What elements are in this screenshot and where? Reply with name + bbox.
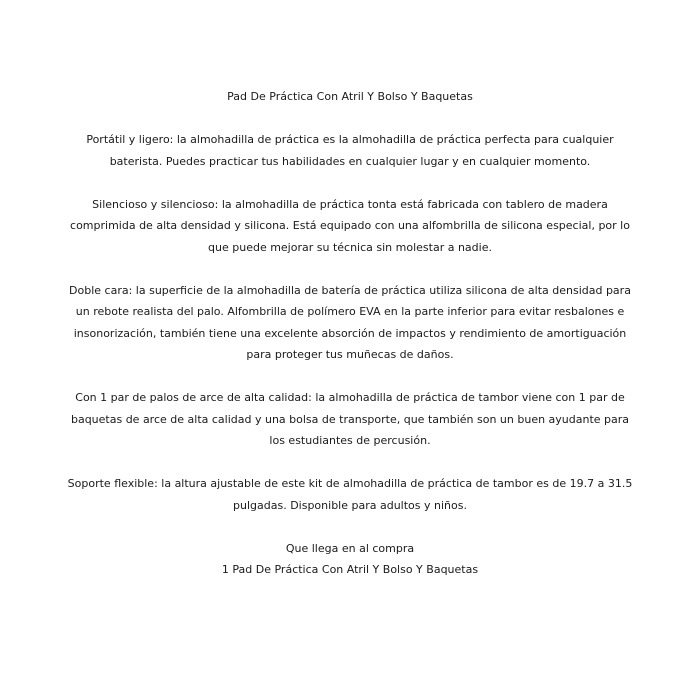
package-contents-heading-text: Que llega en al compra	[285, 541, 415, 555]
paragraph-line: Silencioso y silencioso: la almohadilla de práctica tonta está fabricada con tablero de madera	[92, 197, 608, 211]
product-description	[0, 86, 700, 581]
paragraph-line: un rebote realista del palo. Alfombrilla de polímero EVA en la parte inferior para evitar resbalones e	[75, 305, 625, 318]
paragraph-line: baterista. Puedes practicar tus habilidades en cualquier lugar y en cualquier momento.	[109, 154, 591, 168]
paragraph-line: baquetas de arce de alta calidad y una bolsa de transporte, que también son un buen ayudante para	[70, 412, 630, 426]
paragraph-line: los estudiantes de percusión.	[269, 434, 431, 447]
paragraph-line: para proteger tus muñecas de daños.	[246, 348, 454, 361]
paragraph-silent	[0, 194, 700, 259]
package-contents-item	[0, 559, 700, 581]
paragraph-portable	[0, 129, 700, 172]
document-title-text: Pad De Práctica Con Atril Y Bolso Y Baquetas	[227, 90, 473, 103]
paragraph-line: que puede mejorar su técnica sin molestar a nadie.	[208, 240, 492, 254]
paragraph-line: Con 1 par de palos de arce de alta calidad: la almohadilla de práctica de tambor viene con 1 par de	[75, 391, 625, 404]
paragraph-line: comprimida de alta densidad y silicona. Está equipado con una alfombrilla de silicona especial, por lo	[70, 219, 630, 232]
paragraph-double-sided	[0, 280, 700, 366]
paragraph-line: pulgadas. Disponible para adultos y niños.	[233, 498, 467, 512]
paragraph-line: Portátil y ligero: la almohadilla de práctica es la almohadilla de práctica perfecta para cualquier	[86, 133, 614, 146]
paragraph-line: Doble cara: la superficie de la almohadilla de batería de práctica utiliza silicona de alta densidad para	[69, 283, 631, 297]
paragraph-sticks	[0, 387, 700, 452]
paragraph-stand	[0, 473, 700, 516]
paragraph-line: Soporte flexible: la altura ajustable de este kit de almohadilla de práctica de tambor es de 19.7 a 31.5	[67, 477, 633, 490]
package-contents-item-text: 1 Pad De Práctica Con Atril Y Bolso Y Baquetas	[221, 563, 479, 576]
document-title	[0, 86, 700, 108]
package-contents-heading	[0, 538, 700, 560]
package-contents	[0, 538, 700, 581]
paragraph-line: insonorización, también tiene una excelente absorción de impactos y rendimiento de amortiguación	[73, 326, 627, 340]
